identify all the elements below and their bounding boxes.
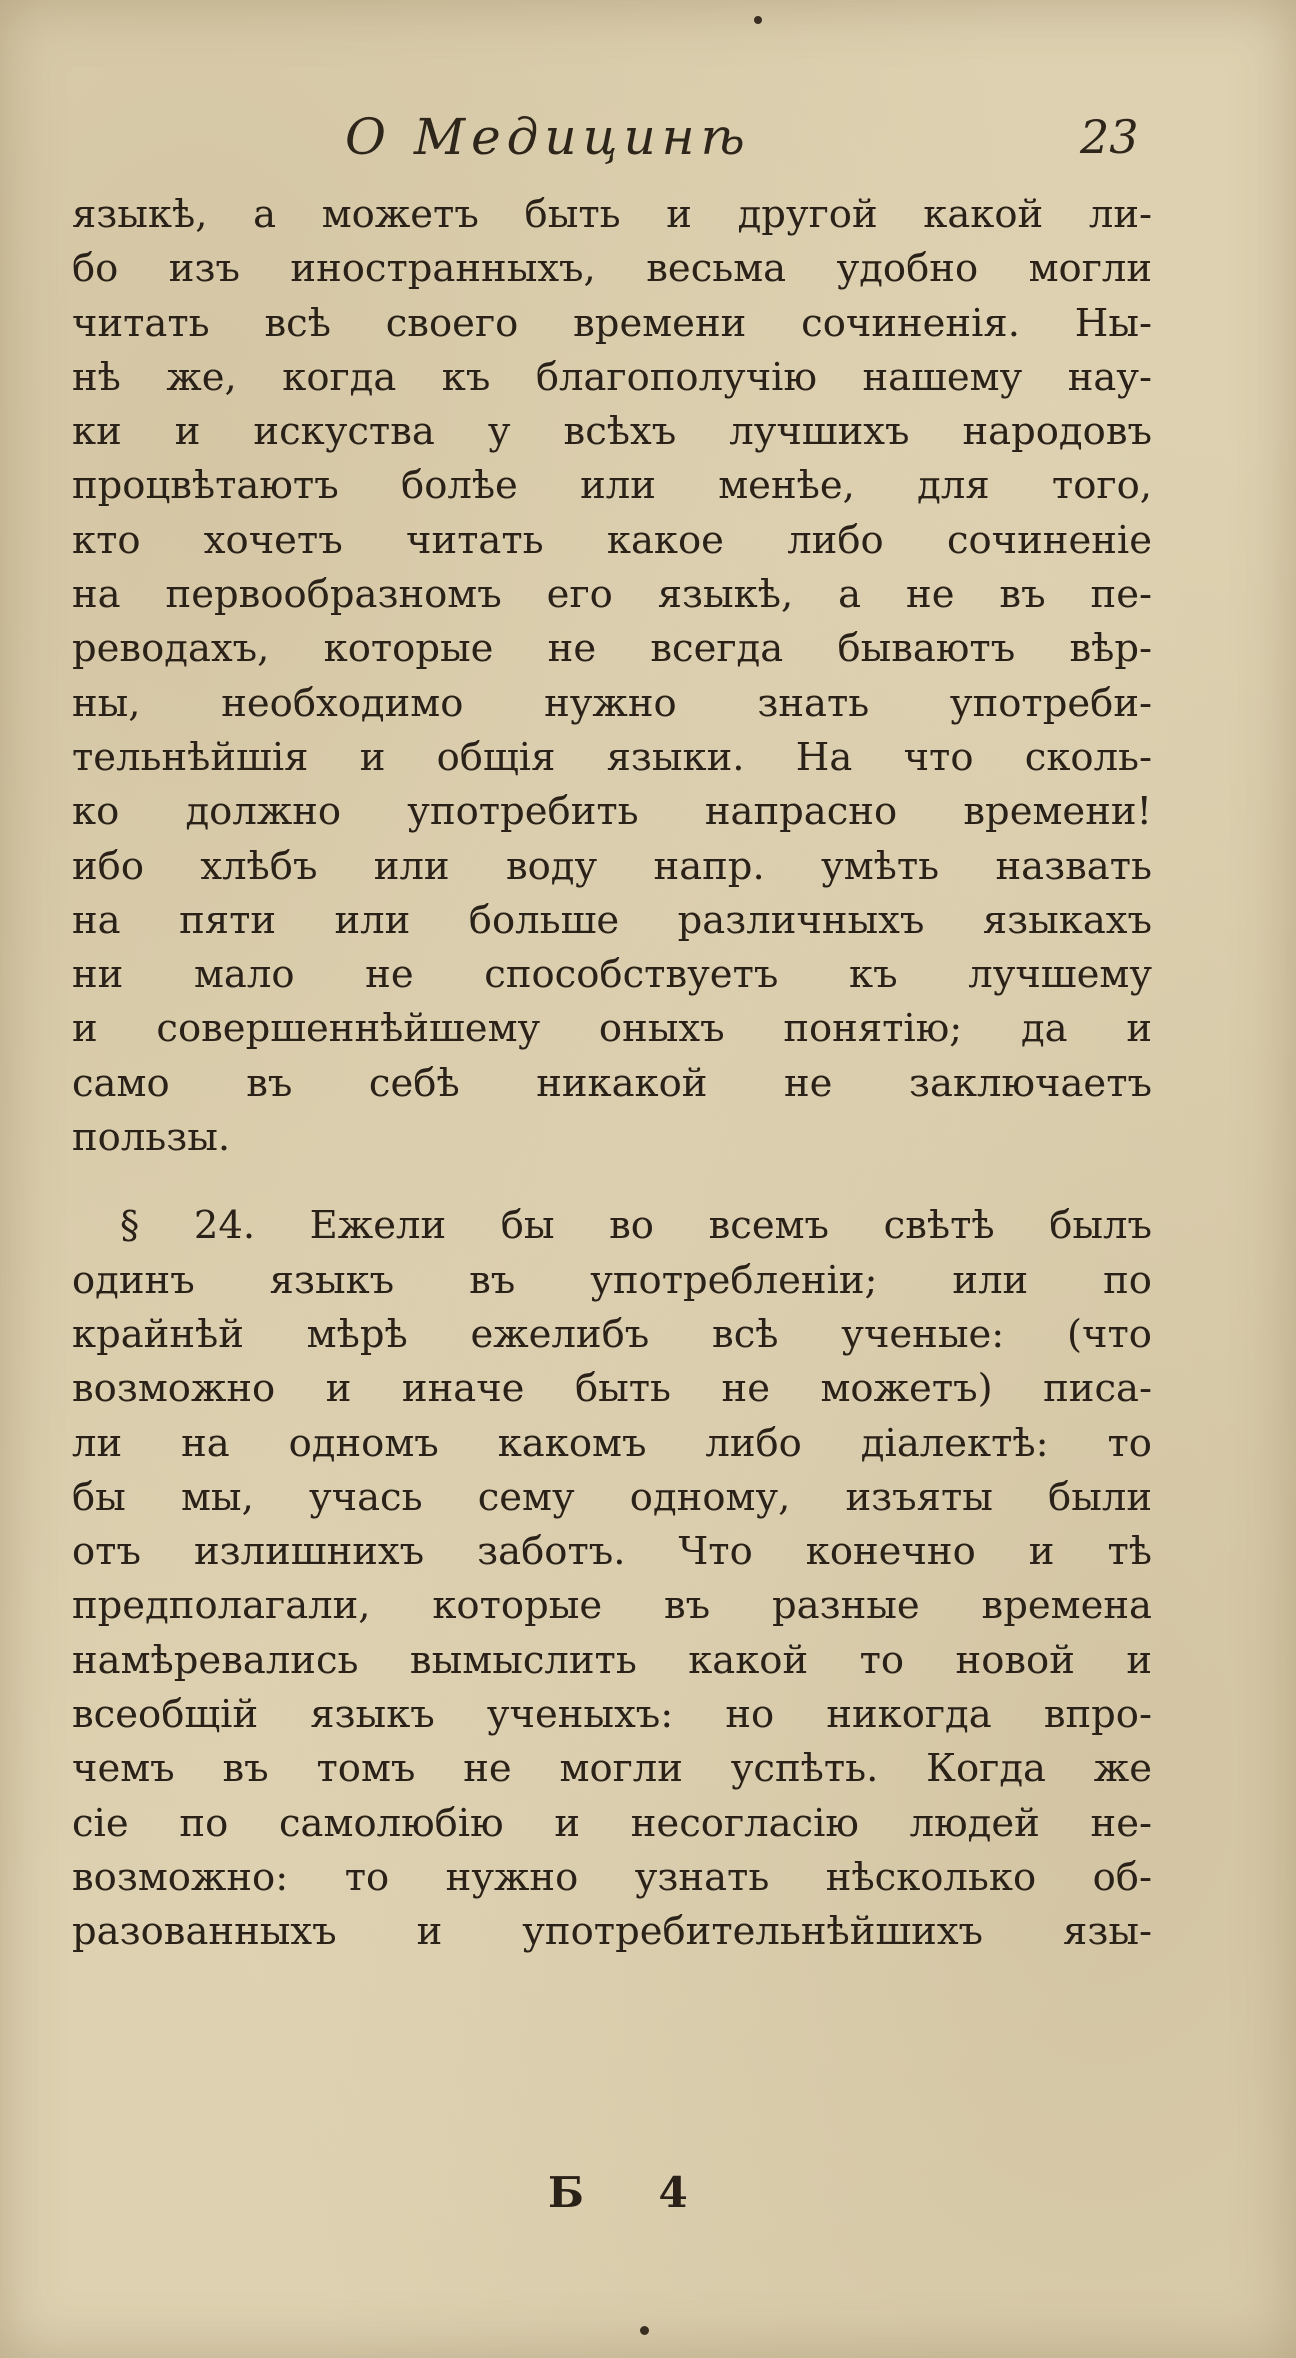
signature-mark: Б 4: [548, 2168, 718, 2217]
text-line: одинъ языкъ въ употребленіи; или по: [72, 1257, 1152, 1303]
body-text: [72, 188, 1152, 1960]
paragraph-1: [72, 188, 1152, 1165]
text-line: на пяти или больше различныхъ языкахъ: [72, 897, 1152, 943]
text-line: ки и искуства у всѣхъ лучшихъ народовъ: [72, 409, 1152, 455]
text-line: сіе по самолюбію и несогласію людей не-: [72, 1800, 1152, 1846]
text-line: само въ себѣ никакой не заключаетъ: [72, 1060, 1152, 1106]
text-line: ни мало не способствуетъ къ лучшему: [72, 952, 1152, 998]
text-line: ли на одномъ какомъ либо діалектѣ: то: [72, 1420, 1152, 1466]
ink-speck: [640, 2326, 649, 2335]
text-line: и совершеннѣйшему оныхъ понятію; да и: [72, 1006, 1152, 1052]
running-title: О Медицинѣ: [345, 108, 751, 166]
text-line: пользы.: [72, 1115, 231, 1161]
text-line: языкѣ, а можетъ быть и другой какой ли-: [72, 192, 1152, 237]
text-line: нѣ же, когда къ благополучію нашему нау-: [72, 354, 1152, 400]
text-line: возможно и иначе быть не можетъ) писа-: [72, 1366, 1152, 1412]
text-line: чемъ въ томъ не могли успѣть. Когда же: [72, 1746, 1152, 1792]
text-line: бо изъ иностранныхъ, весьма удобно могли: [72, 246, 1152, 292]
text-line: ко должно употребить напрасно времени!: [72, 789, 1152, 835]
paragraph-gap: [72, 1165, 1152, 1199]
ink-speck: [754, 16, 762, 24]
text-line: намѣревались вымыслить какой то новой и: [72, 1637, 1152, 1683]
section-line: § 24. Ежели бы во всемъ свѣтѣ былъ: [120, 1203, 1152, 1249]
text-line: читать всѣ своего времени сочиненія. Ны-: [72, 300, 1152, 346]
text-line: реводахъ, которые не всегда бываютъ вѣр-: [72, 626, 1152, 672]
text-line: на первообразномъ его языкѣ, а не въ пе-: [72, 572, 1152, 618]
text-line: ибо хлѣбъ или воду напр. умѣть назвать: [72, 843, 1152, 889]
text-line: процвѣтаютъ болѣе или менѣе, для того,: [72, 463, 1152, 509]
page-header: [0, 108, 1296, 178]
text-line: отъ излишнихъ заботъ. Что конечно и тѣ: [72, 1529, 1152, 1575]
text-line: предполагали, которые въ разные времена: [72, 1583, 1152, 1629]
text-line: разованныхъ и употребительнѣйшихъ язы-: [72, 1909, 1152, 1955]
text-line: возможно: то нужно узнать нѣсколько об-: [72, 1854, 1152, 1900]
page-number: 23: [1080, 110, 1139, 164]
text-line: крайнѣй мѣрѣ ежелибъ всѣ ученые: (что: [72, 1311, 1152, 1357]
text-line: кто хочетъ читать какое либо сочиненіе: [72, 517, 1152, 563]
paragraph-2: [72, 1199, 1152, 1959]
text-line: тельнѣйшія и общія языки. На что сколь-: [72, 734, 1152, 780]
text-line: бы мы, учась сему одному, изъяты были: [72, 1474, 1152, 1520]
text-line: ны, необходимо нужно знать употреби-: [72, 680, 1152, 726]
text-line: всеобщій языкъ ученыхъ: но никогда впро-: [72, 1692, 1152, 1738]
